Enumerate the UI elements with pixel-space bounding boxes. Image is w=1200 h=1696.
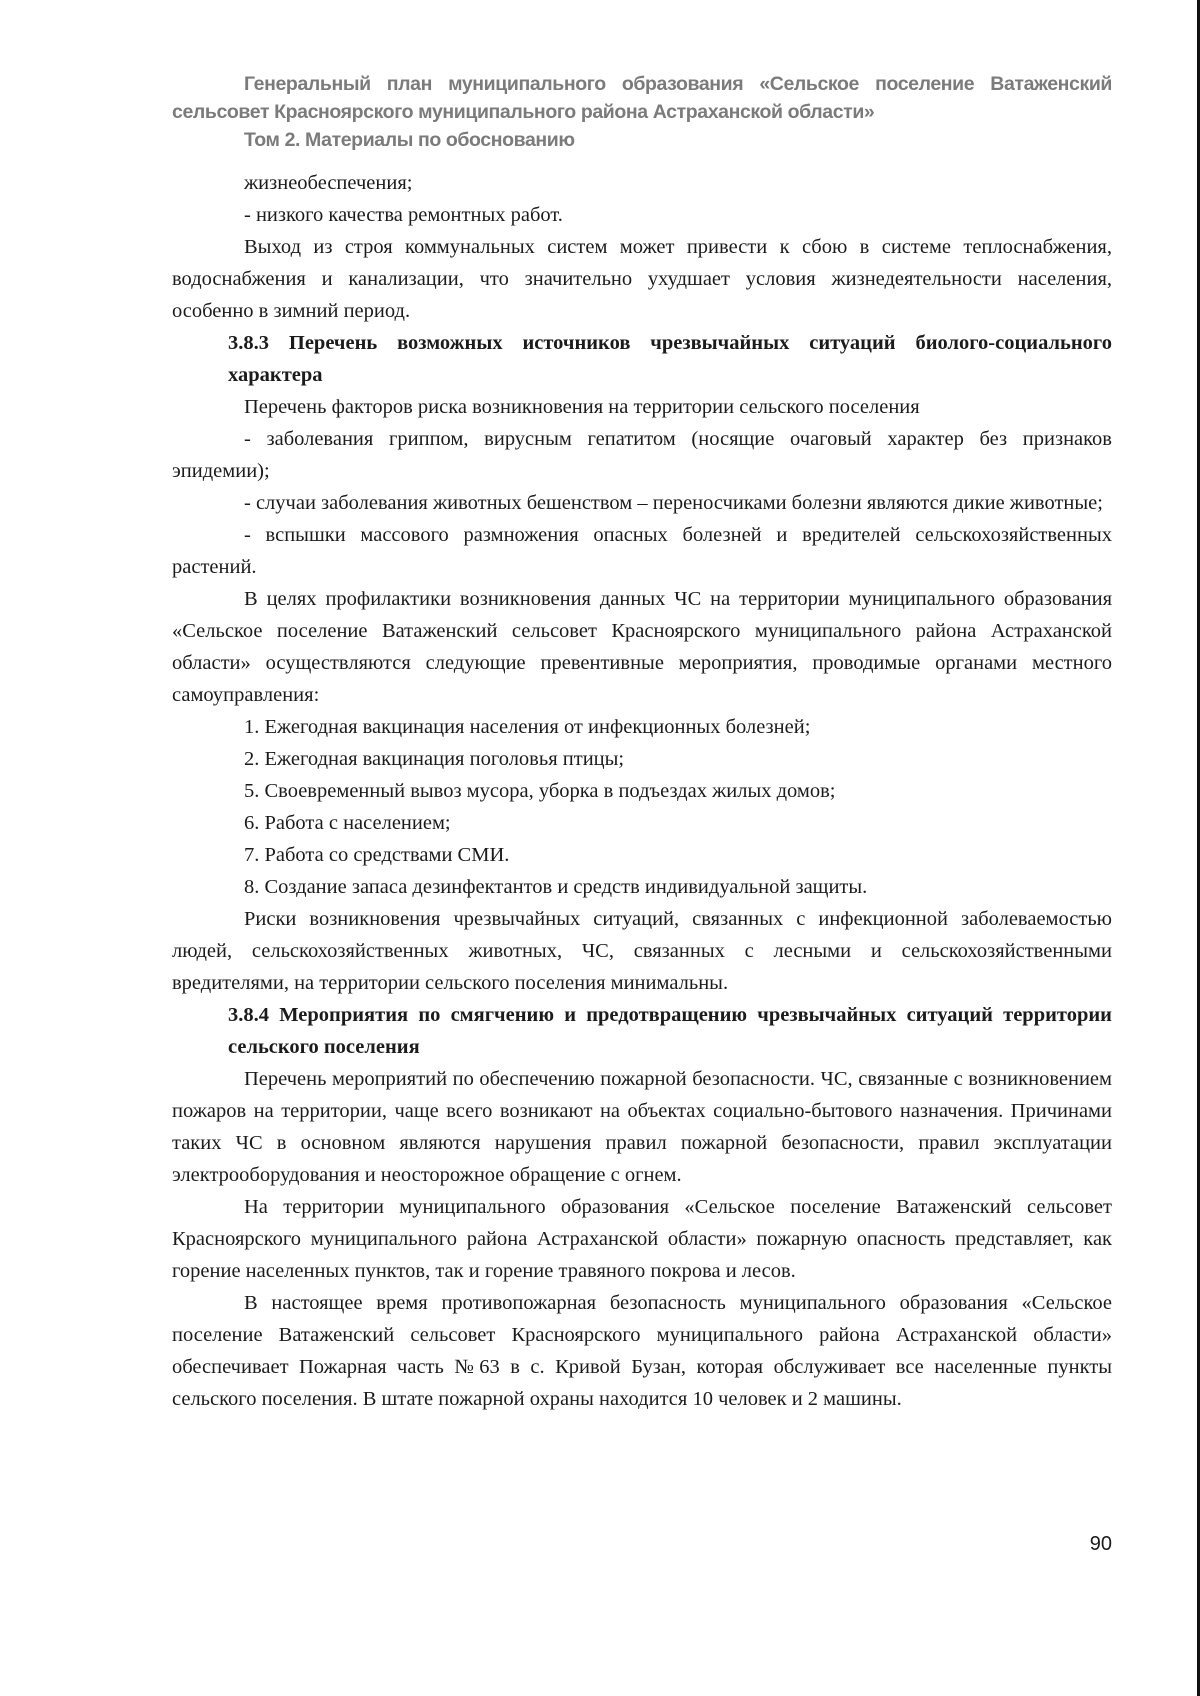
paragraph: Перечень мероприятий по обеспечению пожарной безопасности. ЧС, связанные с возникновением пожаров на территории, чаще всего возникают на объектах социально-бытового назначения. Причинами таких ЧС в основном являются нарушения правил пожарной безопасности, правил эксплуатации электрооборудования и неосторожное обращение с огнем. (172, 1068, 1112, 1186)
header-line-2: сельсовет Красноярского муниципального района Астраханской области» (172, 101, 875, 123)
paragraph: - случаи заболевания животных бешенством – переносчиками болезни являются дикие животные; (244, 492, 1103, 514)
header-volume-line: Том 2. Материалы по обоснованию (244, 129, 575, 151)
paragraph: Риски возникновения чрезвычайных ситуаций, связанных с инфекционной заболеваемостью людей, сельскохозяйственных животных, ЧС, связанных с лесными и сельскохозяйственными вредителями, на территории сельского поселения минимальны. (172, 908, 1112, 994)
paragraph: - вспышки массового размножения опасных болезней и вредителей сельскохозяйственных растений. (172, 524, 1112, 578)
paragraph: жизнеобеспечения; (244, 172, 413, 194)
paragraph: В целях профилактики возникновения данных ЧС на территории муниципального образования «Сельское поселение Ватаженский сельсовет Красноярского муниципального района Астраханской области» осуществляются следующие превентивные мероприятия, проводимые органами местного самоуправления: (172, 588, 1112, 706)
section-heading-3-8-4: 3.8.4 Мероприятия по смягчению и предотвращению чрезвычайных ситуаций территории сельского поселения (228, 1004, 1112, 1058)
paragraph: В настоящее время противопожарная безопасность муниципального образования «Сельское поселение Ватаженский сельсовет Красноярского муниципального района Астраханской области» обеспечивает Пожарная часть №63 в с. Кривой Бузан, которая обслуживает все населенные пункты сельского поселения. В штате пожарной охраны находится 10 человек и 2 машины. (172, 1292, 1112, 1410)
paragraph: - низкого качества ремонтных работ. (244, 204, 563, 226)
section-heading-3-8-3: 3.8.3 Перечень возможных источников чрезвычайных ситуаций биолого-социального характера (228, 332, 1112, 386)
list-item: 5. Своевременный вывоз мусора, уборка в подъездах жилых домов; (244, 780, 836, 802)
document-body (172, 167, 1112, 1415)
paragraph: Выход из строя коммунальных систем может привести к сбою в системе теплоснабжения, водоснабжения и канализации, что значительно ухудшает условия жизнедеятельности населения, особенно в зимний период. (172, 236, 1112, 322)
header-line-1: Генеральный план муниципального образования «Сельское поселение Ватаженский (244, 73, 1112, 95)
page-number: 90 (1089, 1533, 1112, 1555)
paragraph: Перечень факторов риска возникновения на территории сельского поселения (244, 396, 920, 418)
document-page (172, 0, 1112, 1696)
paragraph: На территории муниципального образования «Сельское поселение Ватаженский сельсовет Красноярского муниципального района Астраханской области» пожарную опасность представляет, как горение населенных пунктов, так и горение травяного покрова и лесов. (172, 1196, 1112, 1282)
list-item: 7. Работа со средствами СМИ. (244, 844, 510, 866)
list-item: 2. Ежегодная вакцинация поголовья птицы; (244, 748, 625, 770)
list-item: 1. Ежегодная вакцинация населения от инфекционных болезней; (244, 716, 811, 738)
list-item: 6. Работа с населением; (244, 812, 451, 834)
paragraph: - заболевания гриппом, вирусным гепатитом (носящие очаговый характер без признаков эпидемии); (172, 428, 1112, 482)
list-item: 8. Создание запаса дезинфектантов и средств индивидуальной защиты. (244, 876, 868, 898)
running-header (172, 70, 1112, 154)
